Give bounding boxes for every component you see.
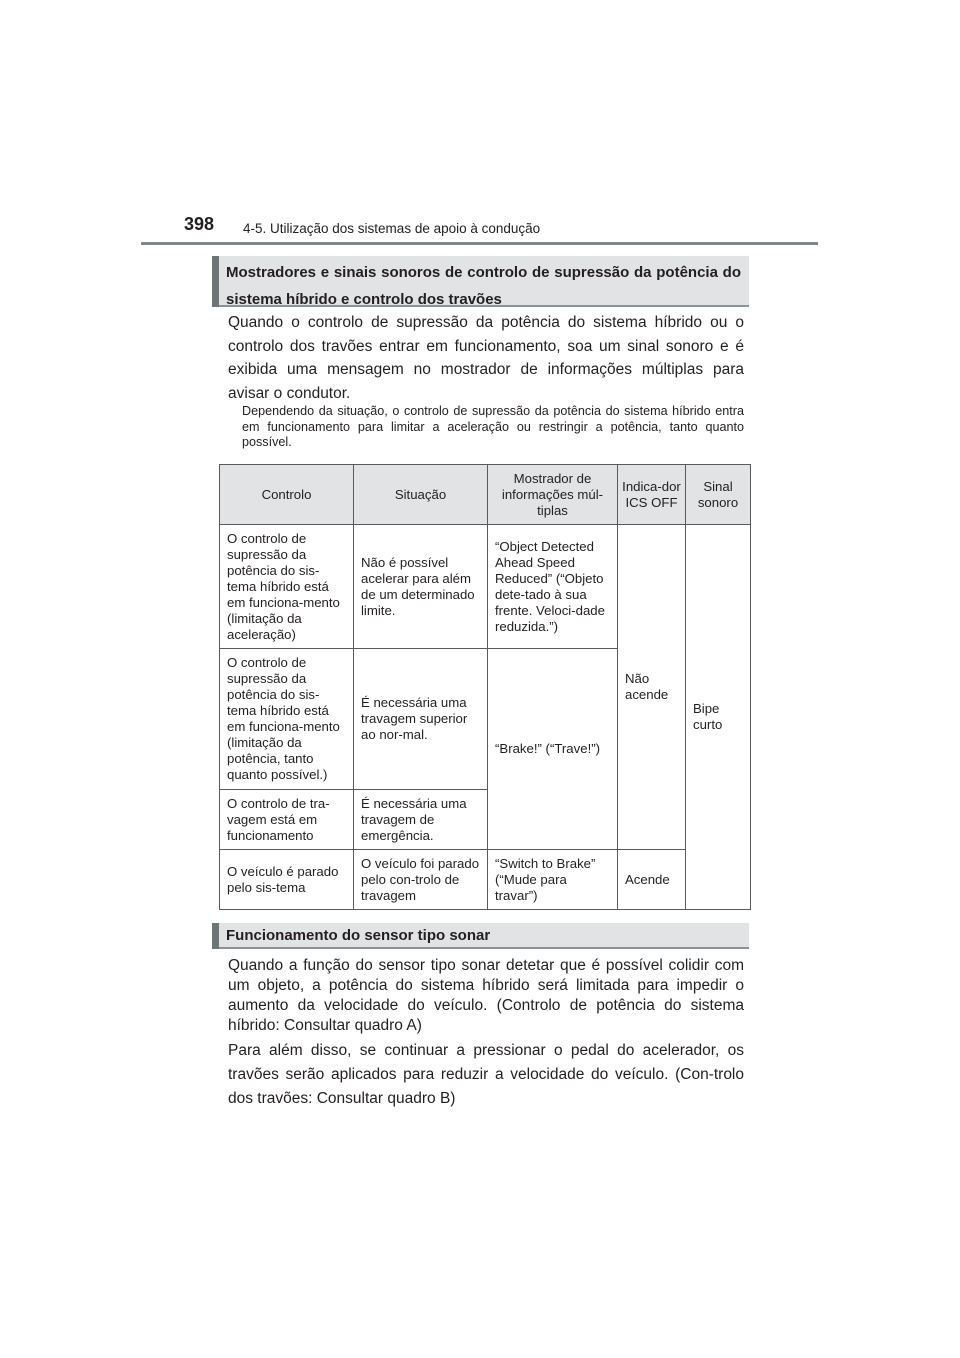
header-situacao: Situação [354,465,488,525]
header-rule [141,242,818,245]
cell-situacao: Não é possível acelerar para além de um determinado limite. [354,525,488,649]
table-row [220,525,751,649]
section-box-sonar [212,923,749,949]
box-accent-bar [212,256,219,307]
cell-situacao: É necessária uma travagem superior ao nor-mal. [354,649,488,790]
intro-paragraph: Quando o controlo de supressão da potência do sistema híbrido ou o controlo dos travões entrar em funcionamento, soa um sinal sonoro e é exibida uma mensagem no mostrador de informações múltiplas para avisar o condutor. [228,314,744,402]
box-title: Mostradores e sinais sonoros de controlo de supressão da potência do sistema híbrido e controlo dos travões [226,264,741,308]
sonar-paragraph: Quando a função do sensor tipo sonar detetar que é possível colidir com um objeto, a potência do sistema híbrido será limitada para impedir o aumento da velocidade do veículo. (Controlo de potência do sistema híbrido: Consultar quadro A) [228,957,744,1034]
control-table [219,464,751,910]
cell-situacao: É necessária uma travagem de emergência. [354,790,488,850]
header-controlo: Controlo [220,465,354,525]
header-mostrador: Mostrador de informações múl-tiplas [488,465,618,525]
section-header: 4-5. Utilização dos sistemas de apoio à condução [243,221,541,236]
cell-situacao: O veículo foi parado pelo con-trolo de travagem [354,850,488,910]
page-number: 398 [184,214,215,234]
cell-controlo: O controlo de supressão da potência do sis-tema híbrido está em funciona-mento (limitação da potência, tanto quanto possível.) [220,649,354,790]
brake-paragraph: Para além disso, se continuar a pressionar o pedal do acelerador, os travões serão aplicados para reduzir a velocidade do veículo. (Con-trolo dos travões: Consultar quadro B) [228,1042,744,1107]
cell-mostrador: “Switch to Brake” (“Mude para travar”) [488,850,618,910]
box-title: Funcionamento do sensor tipo sonar [226,927,491,944]
cell-controlo: O controlo de tra-vagem está em funcionamento [220,790,354,850]
cell-controlo: O veículo é parado pelo sis-tema [220,850,354,910]
cell-controlo: O controlo de supressão da potência do sis-tema híbrido está em funciona-mento (limitação da aceleração) [220,525,354,649]
cell-indicador: Acende [618,850,686,910]
section-box-power-suppression [212,256,749,307]
cell-sinal-merged: Bipe curto [686,525,751,910]
cell-mostrador-merged: “Brake!” (“Trave!”) [488,649,618,850]
header-sinal: Sinal sonoro [686,465,751,525]
header-indicador: Indica-dor ICS OFF [618,465,686,525]
intro-note: Dependendo da situação, o controlo de supressão da potência do sistema híbrido entra em funcionamento para limitar a aceleração ou restringir a potência, tanto quanto possível. [242,404,744,449]
cell-mostrador: “Object Detected Ahead Speed Reduced” (“Objeto dete-tado à sua frente. Veloci-dade reduzida.”) [488,525,618,649]
box-accent-bar [212,923,219,949]
table-row [220,850,751,910]
table-header-row [220,465,751,525]
cell-indicador-merged: Não acende [618,525,686,850]
